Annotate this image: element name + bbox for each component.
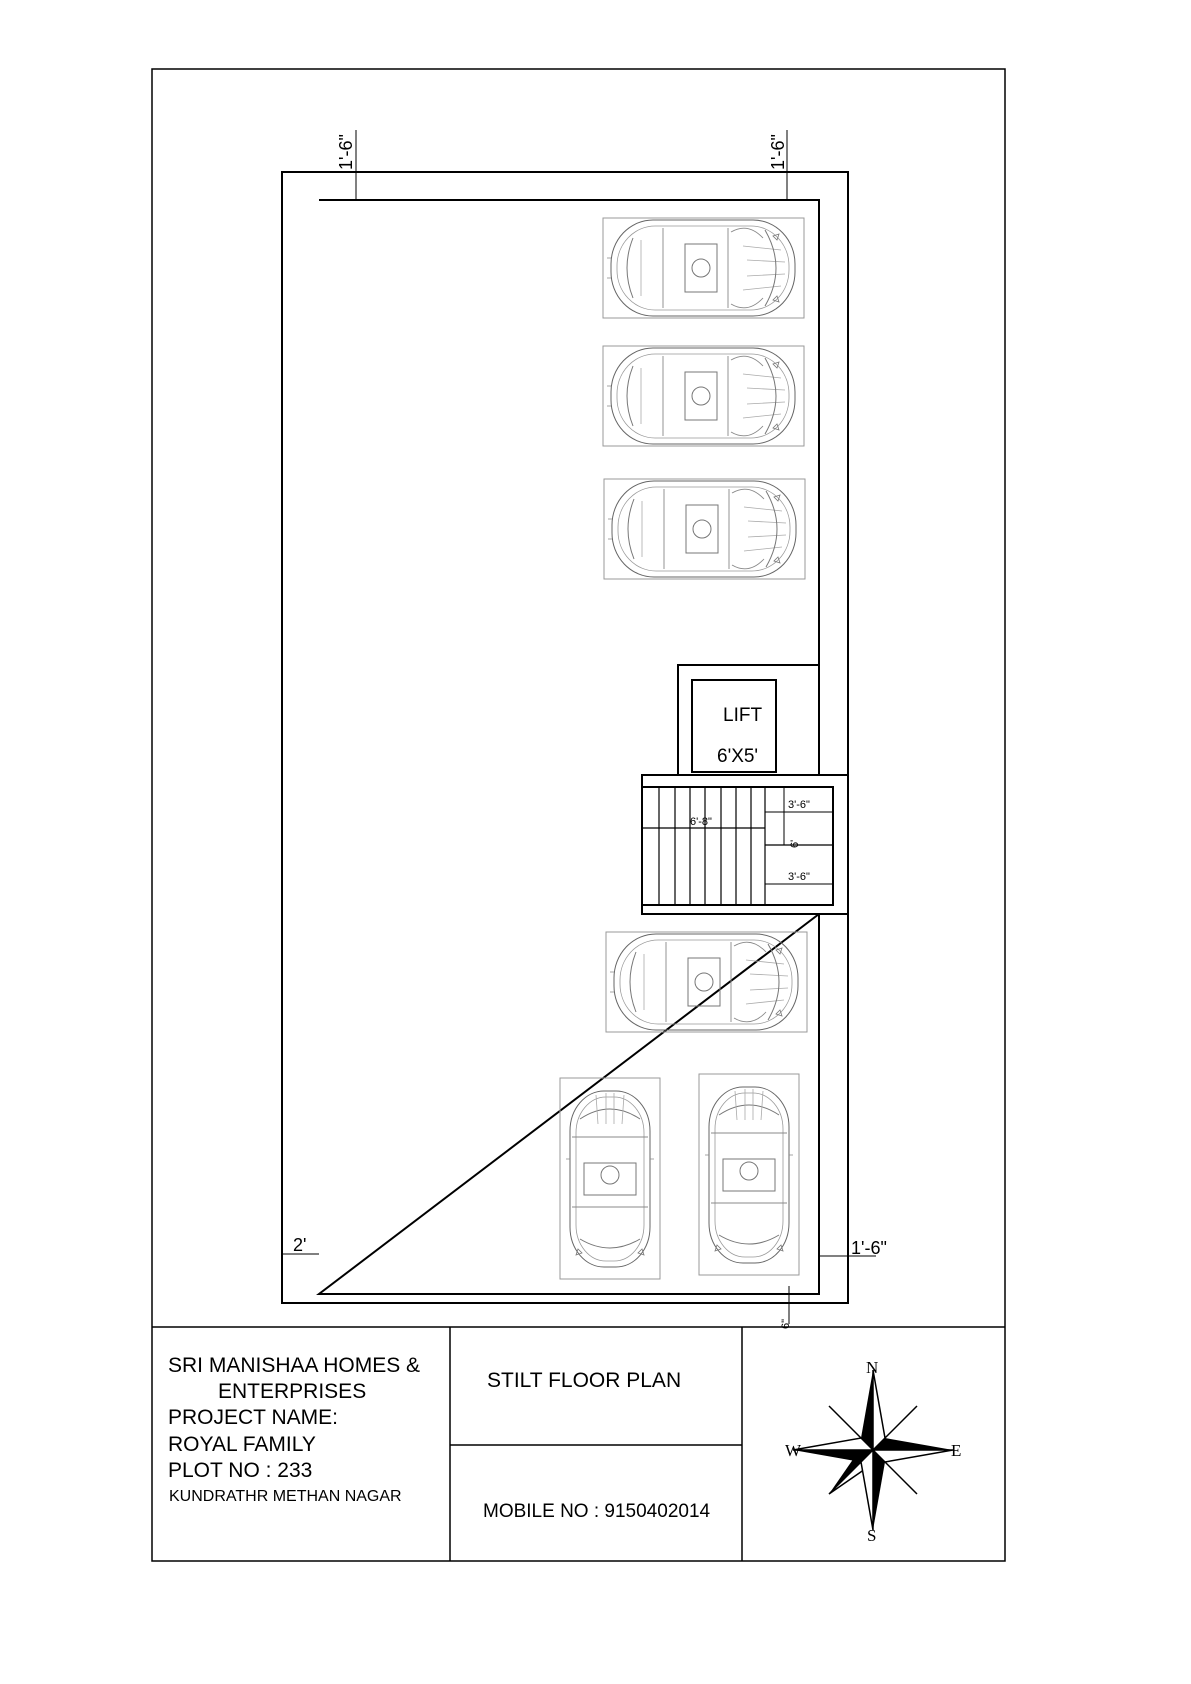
compass-north: N (866, 1358, 879, 1377)
stair-run-dim: 6'-8" (690, 816, 712, 828)
staircase (642, 775, 848, 914)
parking-bay (603, 346, 804, 446)
north-arrow-icon (793, 1370, 953, 1530)
project-name: ROYAL FAMILY (168, 1433, 316, 1456)
dim-bottom: 6" (780, 1318, 792, 1329)
car-icon (705, 1087, 793, 1263)
project-name-label: PROJECT NAME: (168, 1406, 338, 1429)
compass-west: W (785, 1441, 802, 1460)
sheet-border (152, 69, 1005, 1561)
landing-bottom-dim: 3'-6" (788, 871, 810, 883)
plot-number: PLOT NO : 233 (168, 1459, 313, 1482)
dim-top-left: 1'-6" (336, 134, 356, 170)
car-icon (607, 220, 795, 316)
car-icon (607, 348, 795, 444)
dim-top-right: 1'-6" (768, 134, 788, 170)
car-icon (610, 934, 798, 1030)
landing-top-dim: 3'-6" (788, 799, 810, 811)
car-icon (566, 1091, 654, 1267)
location: KUNDRATHR METHAN NAGAR (169, 1488, 402, 1505)
compass-south: S (867, 1526, 877, 1545)
company-name-line1: SRI MANISHAA HOMES & (168, 1354, 421, 1377)
landing-mid-dim: 6' (789, 839, 801, 848)
mobile-number: MOBILE NO : 9150402014 (483, 1501, 711, 1522)
dim-left-bottom: 2' (293, 1235, 307, 1255)
lift-label: LIFT (723, 705, 763, 726)
dim-right-bottom: 1'-6" (851, 1238, 887, 1258)
lift-size: 6'X5' (717, 746, 759, 767)
drawing-title: STILT FLOOR PLAN (487, 1369, 682, 1392)
company-name-line2: ENTERPRISES (218, 1380, 367, 1403)
compass-east: E (951, 1441, 962, 1460)
parking-bay (603, 218, 804, 318)
car-icon (608, 481, 796, 577)
parking-bay (560, 1078, 660, 1279)
parking-bay (699, 1074, 799, 1275)
parking-bay (604, 479, 805, 579)
